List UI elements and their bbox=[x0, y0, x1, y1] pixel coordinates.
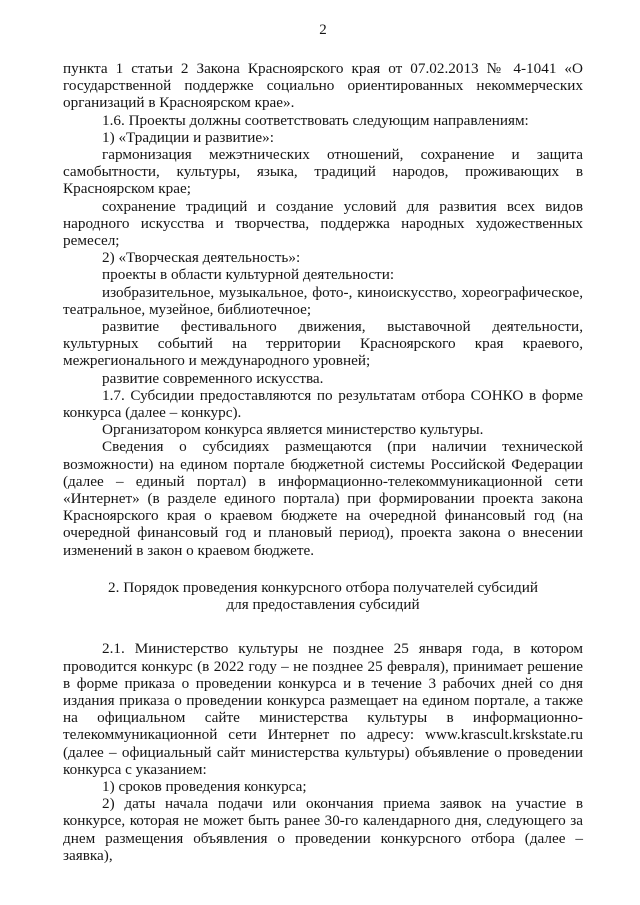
paragraph-harmonization: гармонизация межэтнических отношений, сохранение и защита самобытности, культуры, языка, традиций народов, проживающих в Красноярском крае; bbox=[63, 146, 583, 198]
paragraph-1-7: 1.7. Субсидии предоставляются по результатам отбора СОНКО в форме конкурса (далее – конкурс). bbox=[63, 386, 583, 422]
section-spacing bbox=[63, 559, 583, 579]
paragraph-art-types: изобразительное, музыкальное, фото-, киноискусство, хореографическое, театральное, музейное, библиотечное; bbox=[63, 283, 583, 318]
paragraph-traditions: сохранение традиций и создание условий для развития всех видов народного искусства и творчества, поддержка народных художественных ремесел; bbox=[63, 197, 583, 250]
section-title bbox=[63, 579, 583, 613]
paragraph-law-reference: пункта 1 статьи 2 Закона Красноярского края от 07.02.2013 № 4-1041 «О государственной поддержке социально ориентированных некоммерческих организаций в Красноярском крае». bbox=[63, 60, 583, 112]
paragraph-direction-1: 1) «Традиции и развитие»: bbox=[102, 128, 274, 146]
paragraph-organizer: Организатором конкурса является министерство культуры. bbox=[102, 421, 484, 439]
page-number: 2 bbox=[319, 22, 327, 38]
paragraph-direction-2: 2) «Творческая деятельность»: bbox=[102, 249, 301, 267]
paragraph-application-dates: 2) даты начала подачи или окончания приема заявок на участие в конкурсе, которая не может быть ранее 30-го календарного дня, следующего за днем размещения объявления о проведении конкурсного отбора (далее – заявка), bbox=[63, 795, 583, 864]
section-title-line-1: 2. Порядок проведения конкурсного отбора получателей субсидий bbox=[108, 578, 538, 596]
paragraph-1-6: 1.6. Проекты должны соответствовать следующим направлениям: bbox=[102, 111, 529, 129]
section-title-line-2: для предоставления субсидий bbox=[226, 596, 420, 614]
paragraph-cultural-projects: проекты в области культурной деятельности: bbox=[102, 266, 395, 284]
paragraph-modern-art: развитие современного искусства. bbox=[102, 369, 324, 387]
section-title-spacing bbox=[63, 613, 583, 640]
document-page bbox=[63, 20, 583, 864]
paragraph-festivals: развитие фестивального движения, выставочной деятельности, культурных событий на территории Красноярского края краевого, межрегионального и международного уровней; bbox=[63, 318, 583, 370]
paragraph-subsidy-info: Сведения о субсидиях размещаются (при наличии технической возможности) на едином портале бюджетной системы Российской Федерации (далее – единый портал) в информационно-телекоммуникационной сети «Интернет» (в разделе единого портала) при формировании проекта закона Красноярского края о краевом бюджете на очередной финансовый год (на очередной финансовый год и плановый период), проекта закона о внесении изменений в закон о краевом бюджете. bbox=[63, 438, 583, 559]
paragraph-deadlines: 1) сроков проведения конкурса; bbox=[102, 777, 307, 795]
paragraph-2-1: 2.1. Министерство культуры не позднее 25 января года, в котором проводится конкурс (в 2022 году – не позднее 25 февраля), принимает решение в форме приказа о проведении конкурса и в течение 3 рабочих дней со дня издания приказа о проведении конкурса размещает на едином портале, а также на официальном сайте министерства культуры в информационно-телекоммуникационной сети Интернет по адресу: www.krascult.krskstate.ru (далее – официальный сайт министерства культуры) объявление о проведении конкурса с указанием: bbox=[63, 640, 583, 778]
